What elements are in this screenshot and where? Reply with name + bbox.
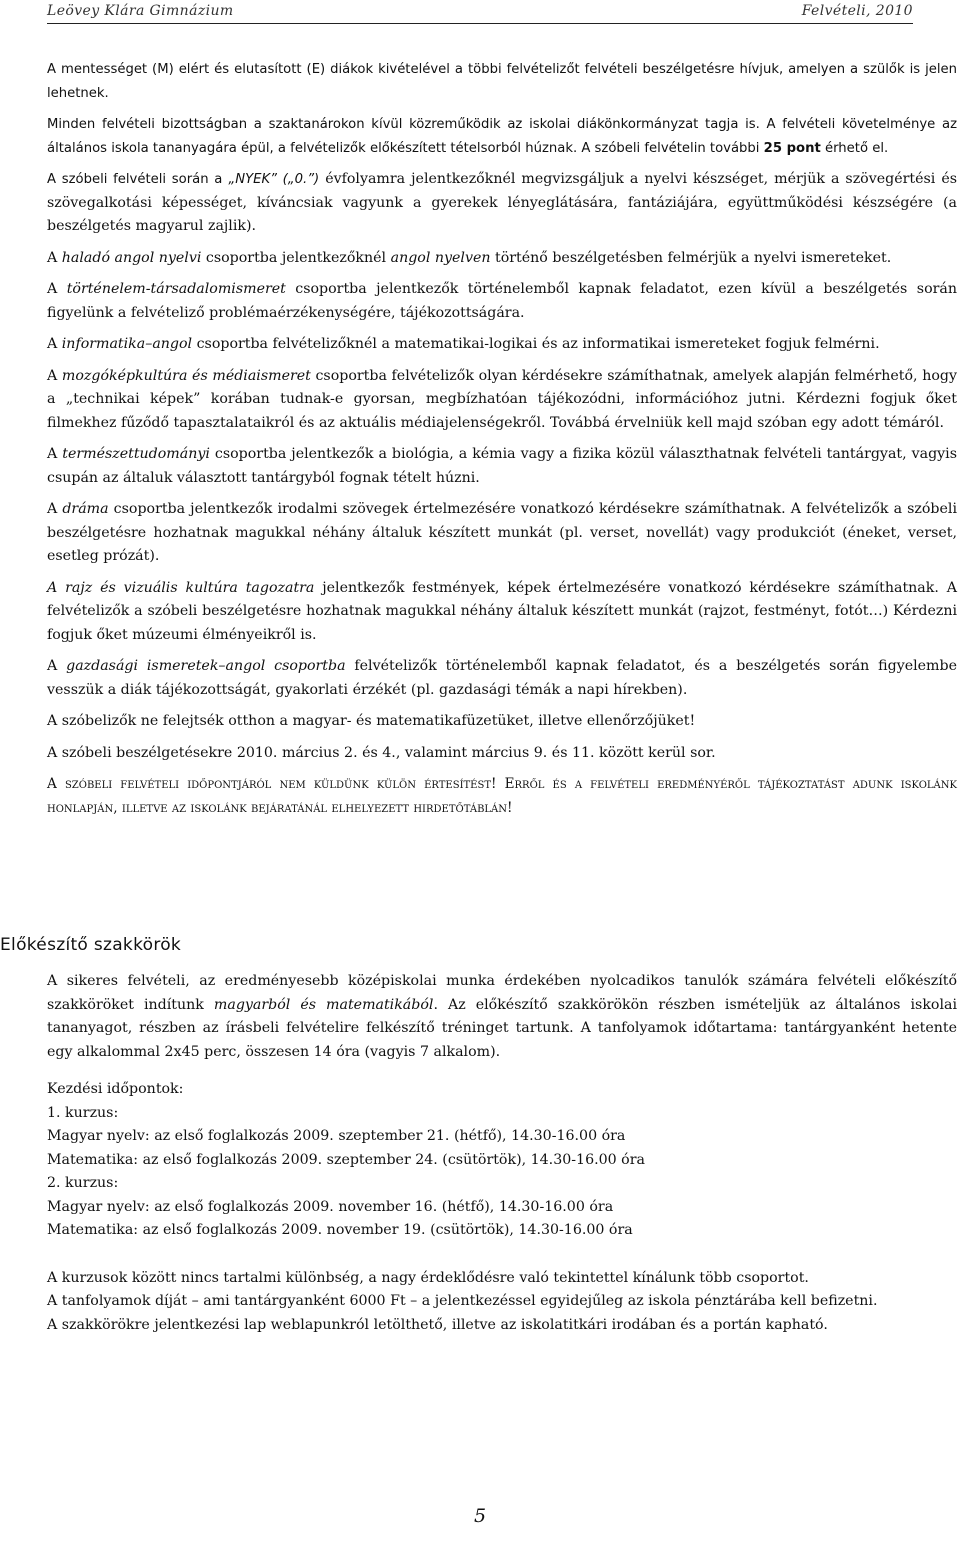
notice-no-letter: A szóbeli felvételi időpontjáról nem küldünk külön értesítést! Erről és a felvételi eredményéről tájékoztatást adunk iskolánk honlapján, illetve az iskolánk bejáratánál elhelyezett hirdetőtáblán!	[47, 776, 957, 816]
paragraph-history	[47, 278, 957, 325]
paragraph-exemption: A mentességet (M) elért és elutasított (E) diákok kivételével a többi felvételizőt felvételi beszélgetésre hívjuk, amelyen a szülők is jelen lehetnek.	[47, 62, 957, 101]
text-fragment: csoportba jelentkezők a biológia, a kémia vagy a fizika közül választhatnak felvételi tantárgyat, vagyis csupán az általuk választott tantárgyból fognak tételt húzni.	[47, 446, 957, 486]
prep-courses-section	[47, 970, 957, 1337]
nyek-group-name: „NYEK” („0.”)	[228, 172, 320, 187]
oral-exam-section	[47, 58, 957, 828]
header-document-title: Felvételi, 2010	[801, 3, 913, 19]
text-fragment: csoportba jelentkezőknél	[201, 249, 391, 266]
note-no-difference: A kurzusok között nincs tartalmi különbség, a nagy érdeklődésre való tekintettel kínálunk több csoportot.	[47, 1269, 809, 1286]
emphasis: angol nyelven	[390, 249, 491, 266]
group-name: informatika–angol	[61, 336, 193, 352]
paragraph-drama	[47, 498, 957, 569]
group-name: gazdasági ismeretek–angol csoportba	[66, 658, 346, 674]
text-fragment: A	[47, 658, 67, 674]
course-1-session: Matematika: az első foglalkozás 2009. szeptember 24. (csütörtök), 14.30-16.00 óra	[47, 1151, 645, 1168]
paragraph-nyek	[47, 168, 957, 239]
committee-text: Minden felvételi bizottságban a szaktanárokon kívül közreműködik az iskolai diákönkormányzat tagja is. A felvételi követelménye az általános iskola tananyagára épül, a felvételizők előkészített tételsorból húznak. A szóbeli felvételin további	[47, 117, 957, 156]
paragraph-art	[47, 577, 957, 648]
text-fragment: történő beszélgetésben felmérjük a nyelvi ismereteket.	[490, 249, 892, 266]
prep-intro	[47, 970, 957, 1064]
nyek-rest: évfolyamra jelentkezőknél megvizsgáljuk a nyelvi készséget, mérjük a szövegértési és szövegalkotási képességet, kíváncsiak vagyunk a gyerekek lényeglátására, fantáziájára, együttműködési készségére (a beszélgetés magyarul zajlik).	[47, 171, 958, 234]
group-name: haladó angol nyelvi	[61, 249, 202, 266]
text-fragment: csoportba jelentkezők irodalmi szövegek értelmezésére vonatkozó kérdésekre számíthatnak. A felvételizők a szóbeli beszélgetésre hozhatnak magukkal néhány általuk készített munkát (pl. verset, novellát) vagy produkciót (éneket, verset, esetleg prózát).	[47, 501, 957, 564]
subjects-emphasis: magyarból és matematikából	[213, 996, 434, 1013]
intro-text: . Az előkészítő szakkörökön részben ismételjük az általános iskolai tananyagot, részben az írásbeli felvételire felkészítő tréninget tartunk. A tanfolyamok időtartama: tantárgyanként hetente egy alkalommal 2x45 perc, összesen 14 óra (vagyis 7 alkalom).	[47, 996, 957, 1060]
header-school-name: Leövey Klára Gimnázium	[47, 3, 234, 19]
text-fragment: jelentkezők festmények, képek értelmezésére vonatkozó kérdésekre számíthatnak. A felvételizők a szóbeli beszélgetésre hozhatnak magukkal néhány általuk készített munkát (rajzot, festményt, fotót…) Kérdezni fogjuk őket múzeumi élményeikről is.	[47, 579, 957, 643]
text-fragment: csoportba jelentkezők történelemből kapnak feladatot, ezen kívül a beszélgetés során figyelünk a felvételiző problémaérzékenységére, tájékozottságára.	[47, 281, 957, 321]
course-2-session: Matematika: az első foglalkozás 2009. november 19. (csütörtök), 14.30-16.00 óra	[47, 1222, 633, 1238]
text-fragment: csoportba felvételizőknél a matematikai-logikai és az informatikai ismereteket fogjuk felmérni.	[192, 336, 880, 352]
text-fragment: A	[47, 367, 62, 384]
course-1-label: 1. kurzus:	[47, 1104, 119, 1121]
group-name: A rajz és vizuális kultúra tagozatra	[47, 579, 315, 596]
paragraph-committee	[47, 113, 957, 160]
paragraph-media	[47, 365, 957, 436]
group-name: természettudományi	[62, 446, 210, 462]
text-fragment: A	[47, 281, 67, 297]
paragraph-notebooks: A szóbelizők ne felejtsék otthon a magyar- és matematikafüzetüket, illetve ellenőrzőjüket!	[47, 713, 696, 729]
text-fragment: A	[47, 501, 63, 517]
paragraph-informatics	[47, 333, 957, 357]
text-fragment: felvételizők történelemből kapnak feladatot, és a beszélgetés során figyelembe vesszük a diák tájékozottságát, gyakorlati érzékét (pl. gazdasági témák a napi hírekben).	[47, 658, 957, 698]
group-name: mozgóképkultúra és médiaismeret	[61, 367, 311, 384]
points-highlight: 25 pont	[763, 140, 821, 156]
paragraph-economics	[47, 655, 957, 702]
text-fragment: A	[47, 249, 62, 266]
schedule-label: Kezdési időpontok:	[47, 1081, 184, 1097]
course-1-session: Magyar nyelv: az első foglalkozás 2009. szeptember 21. (hétfő), 14.30-16.00 óra	[47, 1128, 626, 1144]
note-application-form: A szakkörökre jelentkezési lap weblapunkról letölthető, illetve az iskolatitkári irodában és a portán kapható.	[47, 1316, 828, 1333]
course-2-label: 2. kurzus:	[47, 1175, 119, 1191]
nyek-lead: A szóbeli felvételi során a	[47, 172, 223, 187]
section-heading-prep-courses: Előkészítő szakkörök	[0, 935, 182, 955]
running-header	[47, 0, 913, 24]
committee-tail: érhető el.	[825, 140, 889, 156]
text-fragment: csoportba felvételizők olyan kérdésekre számíthatnak, amelyek alapján felmérhető, hogy a „technikai képek” korában tudnak-e gyorsan, megbízhatóan tájékozódni, információhoz jutni. Kérdezni fogjuk őket filmekhez fűződő tapasztalataikról és az aktuális médiajelenségekről. Továbbá érvelniük kell majd szóban egy adott témáról.	[47, 367, 957, 431]
group-name: dráma	[62, 501, 109, 517]
intro-text: A sikeres felvételi, az eredményesebb középiskolai munka érdekében nyolcadikos tanulók számára felvételi előkészítő szakköröket indítunk	[47, 973, 957, 1013]
text-fragment: A	[47, 446, 63, 462]
paragraph-advanced-english	[47, 247, 957, 271]
paragraph-science	[47, 443, 957, 490]
course-2-session: Magyar nyelv: az első foglalkozás 2009. november 16. (hétfő), 14.30-16.00 óra	[47, 1198, 614, 1215]
text-fragment: A	[47, 336, 62, 352]
paragraph-dates: A szóbeli beszélgetésekre 2010. március 2. és 4., valamint március 9. és 11. között kerül sor.	[47, 744, 716, 761]
note-fee: A tanfolyamok díját – ami tantárgyanként 6000 Ft – a jelentkezéssel egyidejűleg az iskola pénztárába kell befizetni.	[47, 1293, 878, 1309]
page-number: 5	[473, 1505, 487, 1527]
group-name: történelem-társadalomismeret	[66, 281, 286, 297]
